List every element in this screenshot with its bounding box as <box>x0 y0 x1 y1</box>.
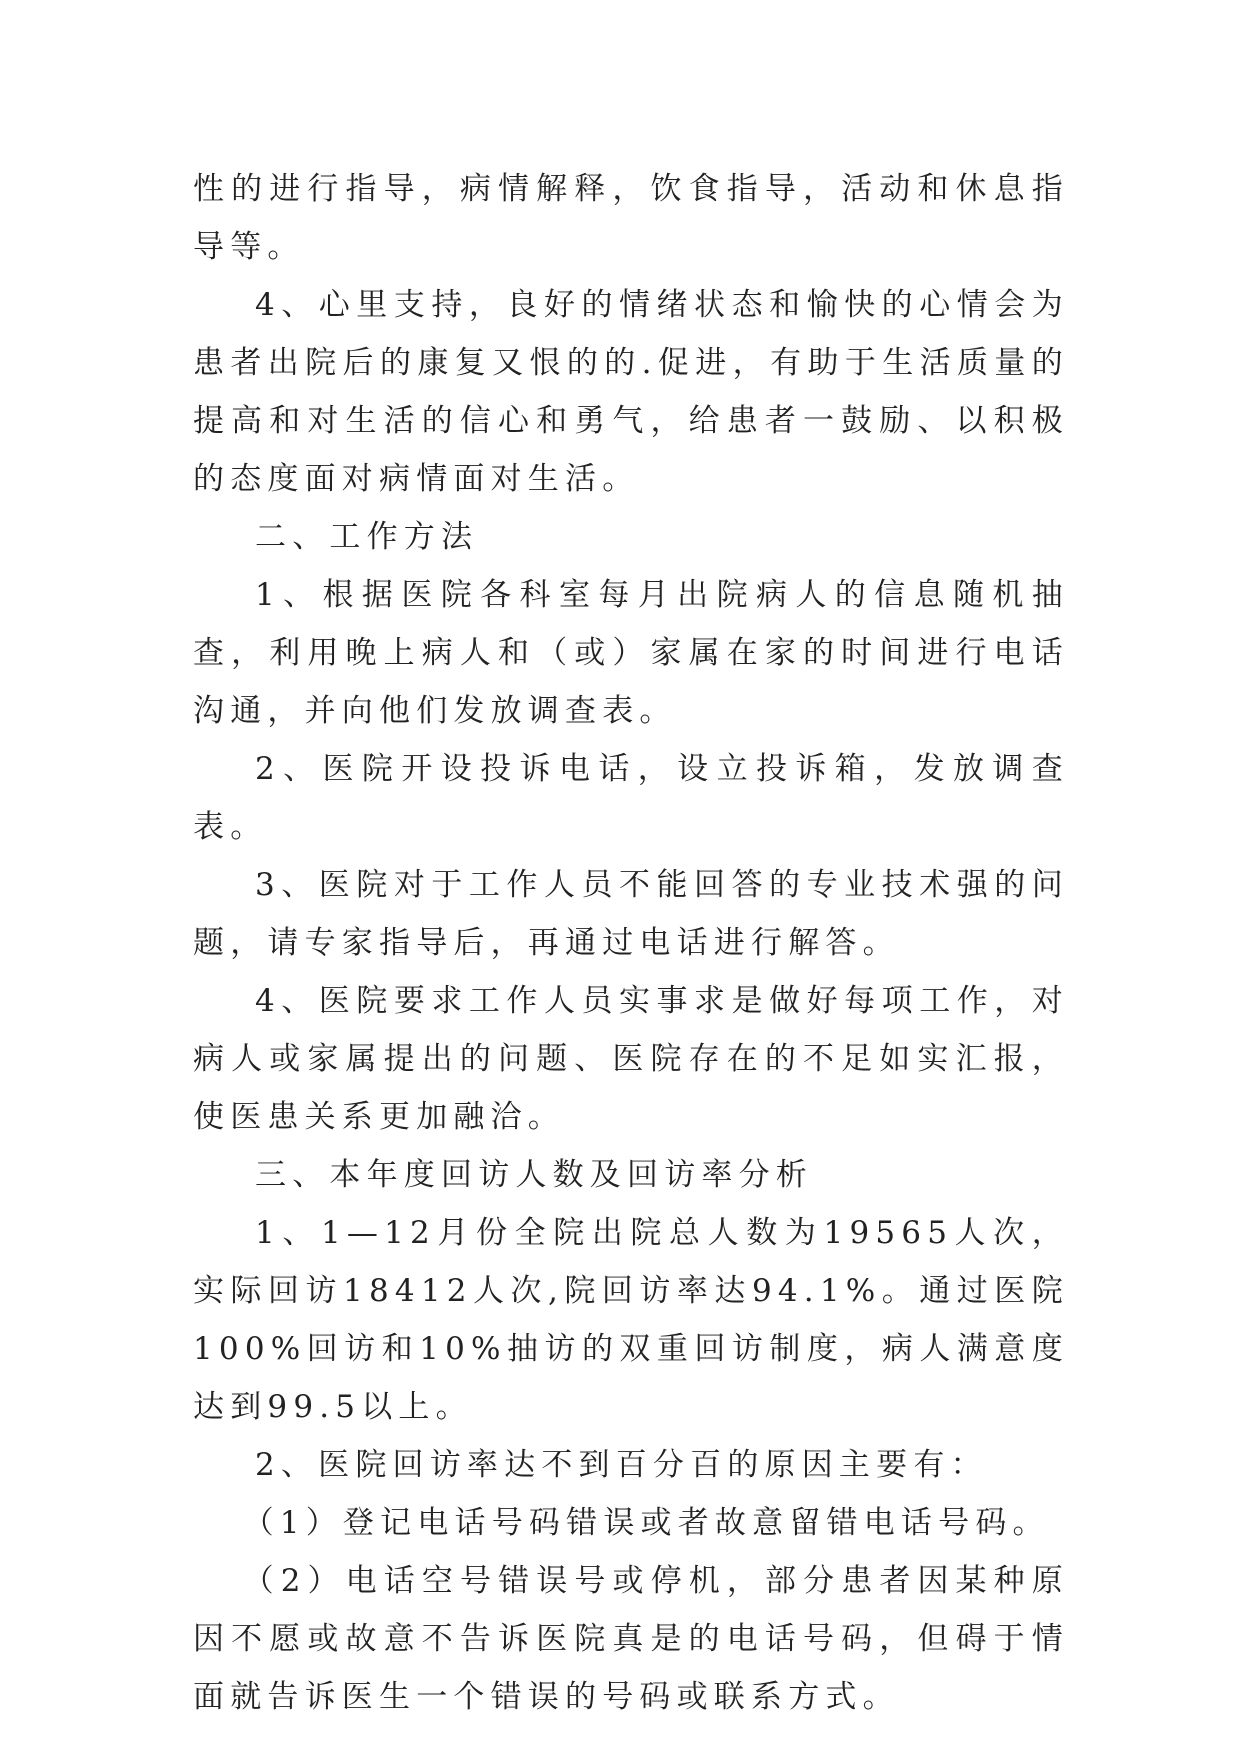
section-heading-followup-analysis: 三、本年度回访人数及回访率分析 <box>255 1157 813 1193</box>
paragraph-method-2: 2、医院开设投诉电话，设立投诉箱，发放调查表。 <box>193 751 1069 845</box>
document-body <box>193 160 1069 1726</box>
paragraph-analysis-1: 1、1—12月份全院出院总人数为19565人次，实际回访18412人次,院回访率达94.1%。通过医院100%回访和10%抽访的双重回访制度，病人满意度达到99.5以上。 <box>193 1215 1069 1425</box>
section-heading-work-methods: 二、工作方法 <box>255 519 479 555</box>
paragraph-analysis-2: 2、医院回访率达不到百分百的原因主要有： <box>255 1447 988 1483</box>
paragraph-reason-2: （2）电话空号错误号或停机，部分患者因某种原因不愿或故意不告诉医院真是的电话号码，但碍于情面就告诉医生一个错误的号码或联系方式。 <box>193 1563 1069 1715</box>
paragraph-guidance-continued: 性的进行指导，病情解释，饮食指导，活动和休息指导等。 <box>193 171 1069 265</box>
paragraph-method-3: 3、医院对于工作人员不能回答的专业技术强的问题，请专家指导后，再通过电话进行解答。 <box>193 867 1069 961</box>
paragraph-method-1: 1、根据医院各科室每月出院病人的信息随机抽查，利用晚上病人和（或）家属在家的时间进行电话沟通，并向他们发放调查表。 <box>193 577 1069 729</box>
paragraph-psychological-support: 4、心里支持，良好的情绪状态和愉快的心情会为患者出院后的康复又恨的的.促进，有助于生活质量的提高和对生活的信心和勇气，给患者一鼓励、以积极的态度面对病情面对生活。 <box>193 287 1069 497</box>
paragraph-reason-1: （1）登记电话号码错误或者故意留错电话号码。 <box>242 1505 1050 1541</box>
paragraph-method-4: 4、医院要求工作人员实事求是做好每项工作，对病人或家属提出的问题、医院存在的不足如实汇报，使医患关系更加融洽。 <box>193 983 1069 1135</box>
